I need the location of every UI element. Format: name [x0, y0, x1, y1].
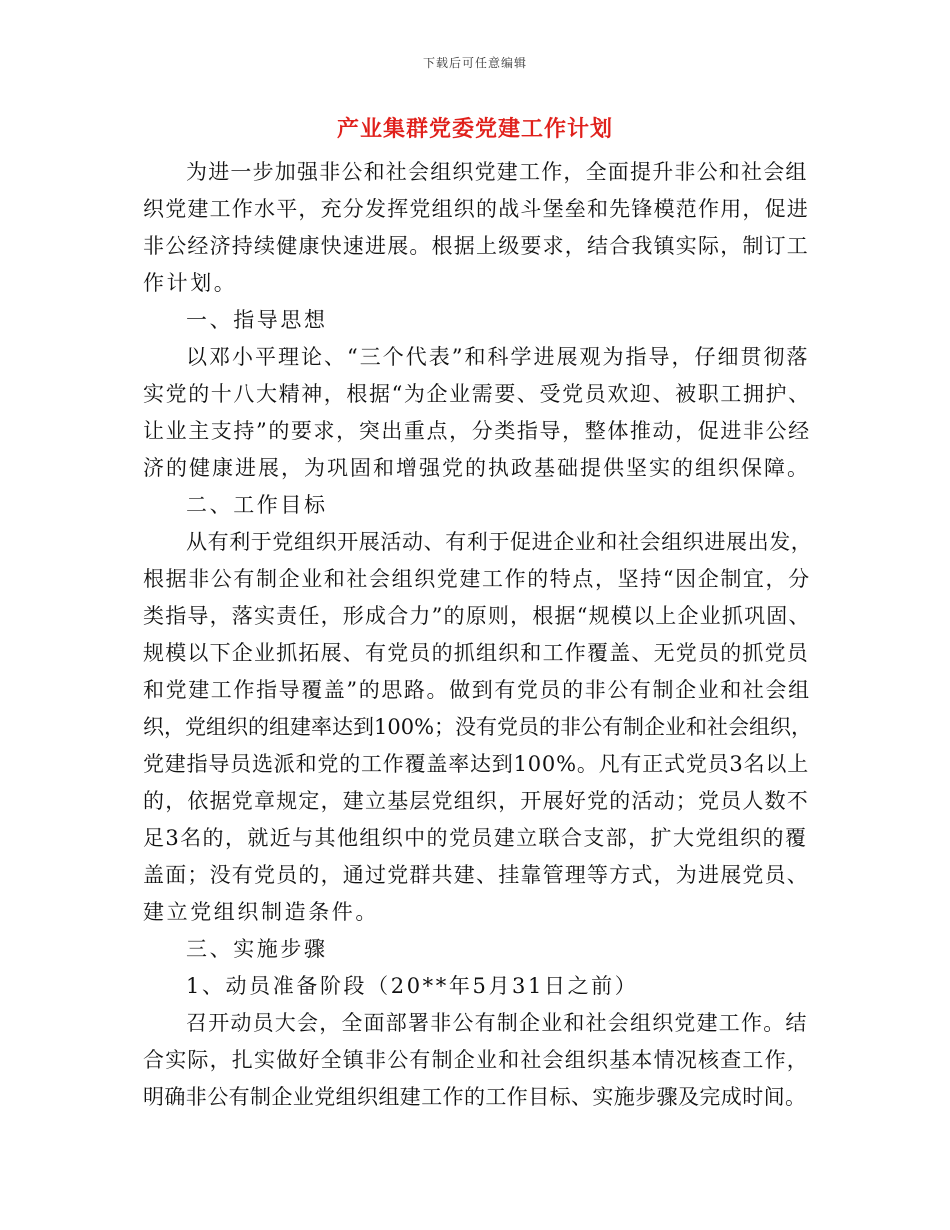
page-header-note: 下载后可任意编辑 [422, 56, 527, 70]
paragraph-line: 建立党组织制造条件。 [143, 900, 379, 924]
paragraph-line: 织，党组织的组建率达到100%；没有党员的非公有制企业和社会组织， [143, 715, 813, 739]
document-title: 产业集群党委党建工作计划 [336, 116, 613, 142]
paragraph-line: 的，依据党章规定，建立基层党组织，开展好党的活动；党员人数不 [143, 789, 809, 813]
section-heading: 三、实施步骤 [186, 937, 328, 961]
paragraph-line: 让业主支持”的要求，突出重点，分类指导，整体推动，促进非公经 [143, 419, 811, 443]
paragraph-line: 实党的十八大精神，根据“为企业需要、受党员欢迎、被职工拥护、 [143, 382, 811, 406]
paragraph-line: 类指导，落实责任，形成合力”的原则，根据“规模以上企业抓巩固、 [143, 604, 811, 628]
paragraph-line: 织党建工作水平，充分发挥党组织的战斗堡垒和先锋模范作用，促进 [143, 197, 809, 221]
paragraph-line: 规模以下企业抓拓展、有党员的抓组织和工作覆盖、无党员的抓党员 [143, 641, 809, 665]
paragraph-line: 党建指导员选派和党的工作覆盖率达到100%。凡有正式党员3名以上 [143, 752, 809, 776]
paragraph-line: 作计划。 [143, 271, 238, 295]
section-heading: 二、工作目标 [186, 493, 328, 517]
paragraph-line: 盖面；没有党员的，通过党群共建、挂靠管理等方式，为进展党员、 [143, 863, 809, 887]
paragraph-line: 合实际，扎实做好全镇非公有制企业和社会组织基本情况核查工作， [143, 1048, 809, 1072]
paragraph-line: 非公经济持续健康快速进展。根据上级要求，结合我镇实际，制订工 [143, 234, 809, 258]
paragraph-line: 从有利于党组织开展活动、有利于促进企业和社会组织进展出发， [186, 530, 813, 554]
paragraph-line: 济的健康进展，为巩固和增强党的执政基础提供坚实的组织保障。 [143, 456, 810, 480]
paragraph-line: 以邓小平理论、“三个代表”和科学进展观为指导，仔细贯彻落 [186, 345, 810, 369]
paragraph-line: 和党建工作指导覆盖”的思路。做到有党员的非公有制企业和社会组 [143, 678, 811, 702]
paragraph-line: 召开动员大会，全面部署非公有制企业和社会组织党建工作。结 [186, 1011, 808, 1035]
paragraph-line: 足3名的，就近与其他组织中的党员建立联合支部，扩大党组织的覆 [143, 826, 808, 850]
paragraph-line: 为进一步加强非公和社会组织党建工作，全面提升非公和社会组 [186, 160, 808, 184]
paragraph-line: 根据非公有制企业和社会组织党建工作的特点，坚持“因企制宜，分 [143, 567, 811, 591]
paragraph-line: 明确非公有制企业党组织组建工作的工作目标、实施步骤及完成时间。 [143, 1085, 807, 1109]
section-heading: 一、指导思想 [186, 308, 328, 332]
subsection-heading: 1、动员准备阶段（20**年5月31日之前） [186, 974, 639, 998]
